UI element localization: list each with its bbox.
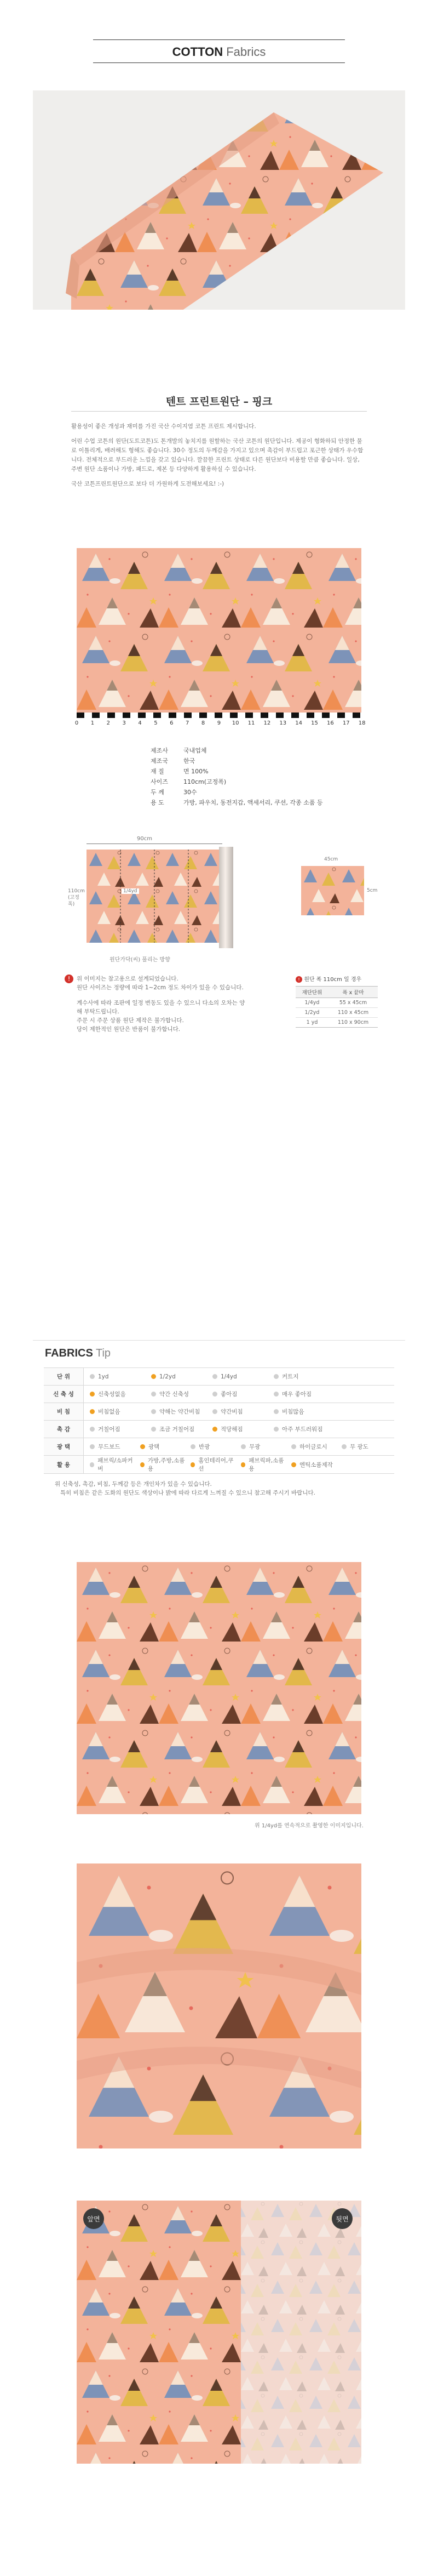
tip-option xyxy=(235,1443,286,1451)
info-icon: ! xyxy=(296,976,302,983)
ruler-bar xyxy=(77,713,361,718)
tip-option-label: 광택 xyxy=(148,1444,160,1450)
unselected-dot-icon xyxy=(241,1444,246,1449)
tip-option-label: 비침많음 xyxy=(282,1409,304,1415)
tip-row xyxy=(44,1438,394,1456)
tip-notes xyxy=(55,1480,394,1497)
unselected-dot-icon xyxy=(291,1444,296,1449)
size-row xyxy=(296,998,378,1008)
tip-option-label: 무드보드 xyxy=(98,1444,120,1450)
roll-caption: 원단가닥(씨) 풀리는 방향 xyxy=(110,957,170,963)
ruler-tick: 17 xyxy=(342,720,350,726)
tip-option xyxy=(207,1425,268,1433)
tip-note: 위 신축성, 촉감, 비침, 두께감 등은 개인차가 있을 수 있습니다. xyxy=(55,1481,212,1488)
swatch-w-label: 45cm xyxy=(324,857,338,862)
hero-photo xyxy=(33,90,405,310)
tip-option xyxy=(84,1425,146,1433)
tip-option xyxy=(84,1390,146,1398)
tip-row-label: 비 침 xyxy=(44,1403,84,1421)
tip-row-options xyxy=(84,1438,395,1456)
unit-label: 1/4yd xyxy=(122,888,139,894)
spec-value: 가방, 파우치, 동전지갑, 액세서리, 쿠션, 각종 소품 등 xyxy=(183,799,323,806)
fabric-unrolled xyxy=(87,850,222,943)
brand-sub-text: Fabrics xyxy=(226,45,266,59)
selected-dot-icon xyxy=(151,1374,156,1379)
tip-option xyxy=(135,1443,185,1451)
tip-option-label: 조금 거칠어짐 xyxy=(159,1426,195,1433)
photo-caption: 위 1/4yd를 연속적으로 촬영한 이미지입니다. xyxy=(255,1823,364,1829)
selected-dot-icon xyxy=(191,1462,195,1467)
tip-row-options xyxy=(84,1403,395,1421)
note-line: 원단 사이즈는 정량에 따라 1~2cm 정도 차이가 있을 수 있습니다. xyxy=(77,984,244,991)
tip-option xyxy=(286,1443,336,1451)
selected-dot-icon xyxy=(140,1444,145,1449)
tip-option xyxy=(185,1456,235,1473)
tip-row-label: 광 택 xyxy=(44,1438,84,1456)
tip-option-label: 커트지 xyxy=(282,1374,299,1380)
ruler-tick: 5 xyxy=(154,720,158,726)
size-dim: 55 x 45cm xyxy=(339,1000,367,1006)
tip-option xyxy=(146,1390,207,1398)
tip-option-label: 반광 xyxy=(199,1444,210,1450)
ruler-tick: 12 xyxy=(263,720,271,726)
size-dim: 110 x 45cm xyxy=(337,1010,369,1016)
tip-row xyxy=(44,1403,394,1421)
closeup-photo xyxy=(77,1863,361,2148)
tip-option-label: 엔틱소품제작 xyxy=(299,1461,333,1468)
spec-row xyxy=(151,745,370,756)
tip-table xyxy=(44,1367,394,1474)
spec-key: 제조사 xyxy=(151,747,168,754)
unselected-dot-icon xyxy=(274,1374,279,1379)
tip-title-light: Tip xyxy=(96,1347,111,1359)
ruler-tick: 16 xyxy=(327,720,334,726)
tip-option xyxy=(207,1374,268,1380)
swatch-h-label: 5cm xyxy=(367,888,378,893)
tip-option-label: 하이글로시 xyxy=(299,1444,327,1450)
tip-title-bold: FABRICS xyxy=(45,1347,93,1359)
tip-option xyxy=(84,1407,146,1416)
spec-value: 면 100% xyxy=(183,768,209,775)
ruler-tick: 18 xyxy=(358,720,366,726)
tip-option xyxy=(185,1443,235,1451)
tip-row-label: 신 축 성 xyxy=(44,1386,84,1403)
tip-option-label: 매우 좋아짐 xyxy=(282,1391,312,1398)
spec-key: 제조국 xyxy=(151,757,168,765)
note-line-red: 당이 제한적인 원단은 반품이 불가합니다. xyxy=(77,1026,181,1033)
tip-row-label: 활 용 xyxy=(44,1456,84,1474)
fabric-roll xyxy=(219,847,233,948)
unselected-dot-icon xyxy=(90,1444,95,1449)
unselected-dot-icon xyxy=(342,1444,347,1449)
spec-list xyxy=(151,745,370,808)
unselected-dot-icon xyxy=(151,1392,156,1397)
front-back-photo xyxy=(77,2201,361,2464)
unselected-dot-icon xyxy=(151,1427,156,1432)
tip-option xyxy=(268,1407,330,1416)
tip-option-label: 적당해짐 xyxy=(221,1426,243,1433)
note-line-red: 주문 시 주문 상품 원단 제작은 불가합니다. xyxy=(77,1017,184,1024)
spec-value: 110cm(고정폭) xyxy=(183,778,227,785)
spec-key: 사이즈 xyxy=(151,778,168,785)
tip-option xyxy=(286,1461,336,1469)
ruler-tick: 7 xyxy=(185,720,189,726)
ruler-numbers xyxy=(74,720,364,726)
unselected-dot-icon xyxy=(274,1427,279,1432)
selected-dot-icon xyxy=(90,1392,95,1397)
ruler-tick: 11 xyxy=(247,720,255,726)
ruler-tick: 10 xyxy=(232,720,239,726)
unselected-dot-icon xyxy=(212,1392,217,1397)
tip-option xyxy=(207,1407,268,1416)
tip-option xyxy=(84,1443,135,1451)
description-para-1: 활용성이 좋은 개성과 재미를 가진 국산 수이지염 코튼 프린트 제시합니다. xyxy=(71,423,256,430)
unselected-dot-icon xyxy=(191,1444,195,1449)
tip-row xyxy=(44,1368,394,1386)
tip-row-options xyxy=(84,1368,395,1386)
brand-text: COTTON xyxy=(172,45,223,59)
spec-row xyxy=(151,797,370,808)
unselected-dot-icon xyxy=(274,1409,279,1414)
ruler-tick: 0 xyxy=(74,720,79,726)
tip-option-label: 1/2yd xyxy=(159,1373,176,1380)
selected-dot-icon xyxy=(241,1462,245,1467)
ruler-tick: 9 xyxy=(217,720,221,726)
spec-value: 30수 xyxy=(183,789,197,796)
ruler-tick: 14 xyxy=(295,720,302,726)
tip-option-label: 패브릭파,소품용 xyxy=(249,1457,284,1472)
ruler-tick: 8 xyxy=(201,720,205,726)
tip-option-label: 가방,주방,소품용 xyxy=(147,1457,185,1472)
tip-option xyxy=(84,1456,135,1473)
ruler-tick: 4 xyxy=(138,720,142,726)
tip-title xyxy=(45,1347,111,1360)
ruler-tick: 2 xyxy=(106,720,110,726)
ruler-tick: 6 xyxy=(170,720,174,726)
width-label: 90cm xyxy=(137,836,152,842)
tip-option-label: 1/4yd xyxy=(221,1373,237,1380)
selected-dot-icon xyxy=(90,1409,95,1414)
back-label-badge: 뒷면 xyxy=(332,2208,353,2229)
tip-row-options xyxy=(84,1421,395,1438)
unselected-dot-icon xyxy=(90,1462,94,1467)
ruler-tick: 15 xyxy=(311,720,318,726)
tip-row xyxy=(44,1456,394,1474)
tip-option xyxy=(84,1374,146,1380)
spec-key: 재 질 xyxy=(151,768,164,775)
size-unit: 1/4yd xyxy=(304,1000,320,1006)
spec-row xyxy=(151,766,370,777)
tip-option xyxy=(336,1443,387,1451)
tip-option-label: 약간 신축성 xyxy=(159,1391,189,1398)
tip-option-label: 약해는 약간비침 xyxy=(159,1409,200,1415)
ruler-tick: 3 xyxy=(122,720,126,726)
spec-row xyxy=(151,756,370,766)
spec-value: 한국 xyxy=(183,757,195,765)
product-title: 텐트 프린트원단 – 핑크 xyxy=(165,396,273,408)
unselected-dot-icon xyxy=(90,1427,95,1432)
tip-option xyxy=(146,1425,207,1433)
front-label-badge: 앞면 xyxy=(83,2208,104,2229)
selected-dot-icon xyxy=(291,1462,296,1467)
tip-option-label: 홈인테리어,쿠션 xyxy=(198,1457,234,1472)
tip-option xyxy=(268,1390,330,1398)
selected-dot-icon xyxy=(140,1462,145,1467)
tip-option-label: 패브릭/소파커버 xyxy=(97,1457,133,1472)
tip-option-label: 무광 xyxy=(249,1444,261,1450)
size-row xyxy=(296,1008,378,1018)
description-para-3: 국산 코튼프린트원단으로 보다 더 가원하게 도전해보세요! :-) xyxy=(71,481,224,487)
header-title xyxy=(0,45,438,59)
tip-option-label: 신축성없음 xyxy=(98,1391,126,1398)
tip-option xyxy=(268,1372,330,1381)
tip-option xyxy=(207,1390,268,1398)
note-line: 위 이미지는 참고용으로 설계되었습니다. xyxy=(77,976,178,982)
tip-option-label: 비침없음 xyxy=(98,1409,120,1415)
tip-row-label: 촉 감 xyxy=(44,1421,84,1438)
tip-option-label: 약간비침 xyxy=(221,1409,243,1415)
product-description xyxy=(71,422,367,494)
spec-key: 용 도 xyxy=(151,799,164,806)
size-dim: 110 x 90cm xyxy=(337,1019,369,1025)
tip-option xyxy=(146,1407,207,1416)
tip-divider xyxy=(33,1340,405,1341)
header-rule-top xyxy=(93,39,345,40)
tip-row-options xyxy=(84,1386,395,1403)
tip-option-label: 거칠어짐 xyxy=(98,1426,120,1433)
unselected-dot-icon xyxy=(274,1392,279,1397)
spec-row xyxy=(151,777,370,787)
size-row xyxy=(296,1018,378,1028)
selected-dot-icon xyxy=(212,1427,217,1432)
tip-row-label: 단 위 xyxy=(44,1368,84,1386)
size-head-dim: 폭 x 끝마 xyxy=(342,990,364,996)
ruler-tick: 13 xyxy=(279,720,287,726)
note-line: 계수사에 따라 조판에 일정 변동도 있을 수 있으니 다소의 오차는 양해 부탁드립니다. xyxy=(77,1000,245,1015)
tip-option-label: 1yd xyxy=(98,1373,109,1380)
spec-key: 두 께 xyxy=(151,789,164,796)
size-unit: 1 yd xyxy=(306,1019,318,1025)
tip-note: 특히 비침은 같은 도화의 원단도 색상이나 밝에 따라 다르게 느껴질 수 있으니 참고해 주시기 바랍니다. xyxy=(60,1490,315,1496)
size-unit: 1/2yd xyxy=(304,1010,320,1016)
tip-row-options xyxy=(84,1456,395,1474)
height-label: 110cm (고정폭) xyxy=(68,888,85,907)
unselected-dot-icon xyxy=(212,1409,217,1414)
tip-option-label: 아주 부드러워짐 xyxy=(282,1426,323,1433)
notes-left xyxy=(65,974,245,1034)
tip-option xyxy=(235,1456,286,1473)
title-divider xyxy=(71,411,367,412)
tip-option-label: 무 광도 xyxy=(350,1444,368,1450)
warning-icon: ! xyxy=(65,974,73,983)
unselected-dot-icon xyxy=(151,1409,156,1414)
unselected-dot-icon xyxy=(90,1374,95,1379)
tip-option xyxy=(146,1374,207,1380)
header-rule-bottom xyxy=(93,62,345,63)
tip-row xyxy=(44,1386,394,1403)
flat-fabric-photo xyxy=(77,1562,361,1814)
size-head-unit: 재단단위 xyxy=(302,990,322,996)
size-table-title: 원단 폭 110cm 일 경우 xyxy=(304,977,362,983)
size-table xyxy=(296,974,378,1028)
tip-row xyxy=(44,1421,394,1438)
tip-option xyxy=(135,1456,185,1473)
unselected-dot-icon xyxy=(212,1374,217,1379)
spec-value: 국내업체 xyxy=(183,747,207,754)
fabric-roll-illustration xyxy=(33,90,405,310)
tip-option xyxy=(268,1425,330,1433)
ruler-tick: 1 xyxy=(90,720,95,726)
swatch-thumb xyxy=(301,866,364,915)
cut-diagram xyxy=(68,836,235,951)
spec-row xyxy=(151,787,370,797)
tip-option-label: 좋아짐 xyxy=(221,1391,238,1398)
description-para-2: 어린 수업 코튼의 원단(도트코튼)도 톤개발의 놓치지를 원할하는 국산 코튼의 원단입니다. 제공이 형화하되 안정한 물로 이틀리게, 배려해도 형해도 좋습니다. 30수 정도의 두께감을 가지고 있으며 촉감이 부드럽고 포근한 상태가 우수합니다. 전체적으로 부드러운 느낌을 갖고 있습니다. 깔끔한 프린트 상태로 다른 원단보다 비용할 만큼 좋습니다. 일상, 주변 원단 소품이나 가방, 패드로, 제본 등 다양하게 활용하실 수 있습니다. xyxy=(71,438,364,472)
pattern-swatch xyxy=(77,548,361,713)
